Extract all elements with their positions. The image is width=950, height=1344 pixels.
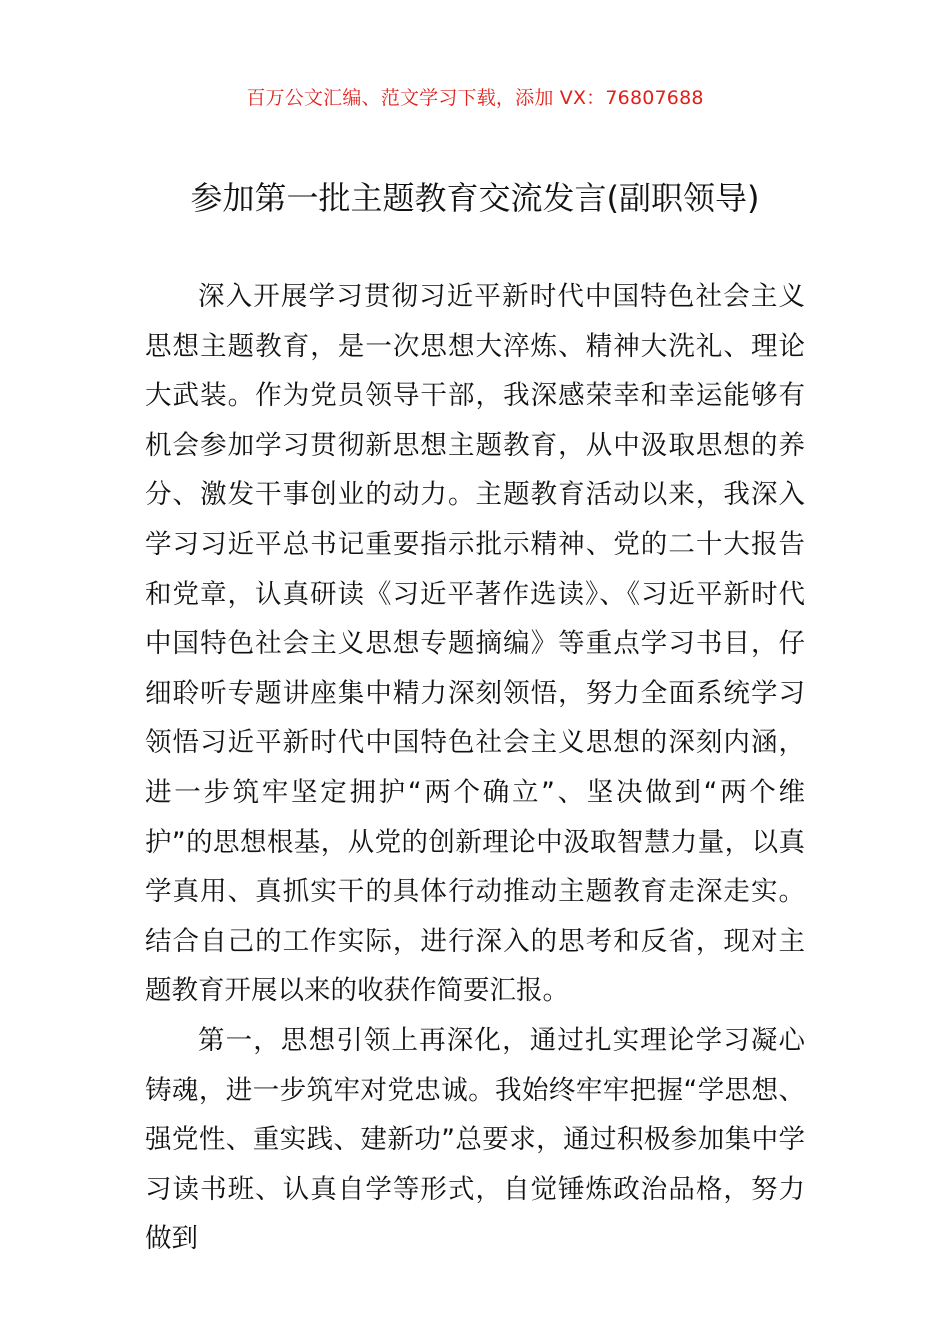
paragraph-intro: 深入开展学习贯彻习近平新时代中国特色社会主义思想主题教育，是一次思想大淬炼、精神大洗礼、理论大武装。作为党员领导干部，我深感荣幸和幸运能够有机会参加学习贯彻新思想主题教育，从中汲取思想的养分、激发干事创业的动力。主题教育活动以来，我深入学习习近平总书记重要指示批示精神、党的二十大报告和党章，认真研读《习近平著作选读》、《习近平新时代中国特色社会主义思想专题摘编》等重点学习书目，仔细聆听专题讲座集中精力深刻领悟，努力全面系统学习领悟习近平新时代中国特色社会主义思想的深刻内涵，进一步筑牢坚定拥护“两个确立”、坚决做到“两个维护”的思想根基，从党的创新理论中汲取智慧力量，以真学真用、真抓实干的具体行动推动主题教育走深走实。结合自己的工作实际，进行深入的思考和反省，现对主题教育开展以来的收获作简要汇报。 [145,281,805,1007]
document-title: 参加第一批主题教育交流发言(副职领导) [190,179,760,217]
header-note: 百万公文汇编、范文学习下载，添加 VX：76807688 [246,87,704,109]
document-body [145,272,805,1264]
paragraph-first-point: 第一，思想引领上再深化，通过扎实理论学习凝心铸魂，进一步筑牢对党忠诚。我始终牢牢把握“学思想、强党性、重实践、建新功”总要求，通过积极参加集中学习读书班、认真自学等形式，自觉锤炼政治品格，努力做到 [145,1024,805,1255]
